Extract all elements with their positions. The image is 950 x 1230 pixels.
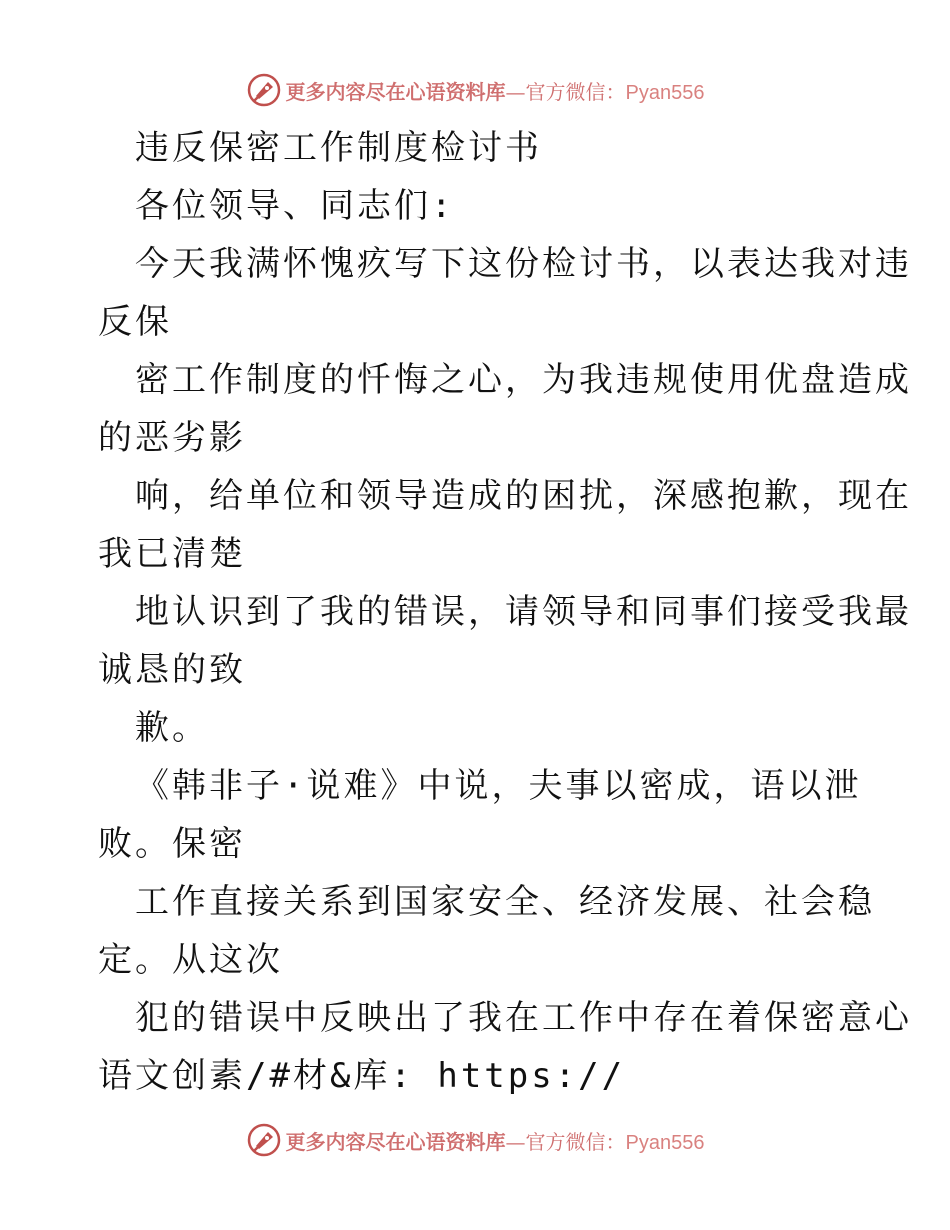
greeting: 各位领导、同志们:: [135, 186, 455, 226]
watermark-banner-top: [0, 70, 950, 110]
body-line: 诚恳的致: [98, 650, 246, 690]
body-line: 密工作制度的忏悔之心，为我违规使用优盘造成: [135, 360, 912, 400]
pen-nib-logo-icon: [246, 72, 282, 108]
body-line: 的恶劣影: [98, 418, 246, 458]
body-line: 地认识到了我的错误，请领导和同事们接受我最: [135, 592, 912, 632]
body-line: 语文创素/#材&库: https://: [98, 1056, 626, 1096]
body-line: 工作直接关系到国家安全、经济发展、社会稳: [135, 882, 875, 922]
body-line: 败。保密: [98, 824, 246, 864]
body-line: 歉。: [135, 708, 209, 748]
body-line: 《韩非子·说难》中说，夫事以密成，语以泄: [135, 766, 862, 806]
body-line: 定。从这次: [98, 940, 283, 980]
watermark-text: 更多内容尽在心语资料库—官方微信：Pyan556: [285, 1129, 705, 1154]
watermark-banner-bottom: [0, 1120, 950, 1160]
watermark-text: 更多内容尽在心语资料库—官方微信：Pyan556: [285, 79, 705, 104]
body-line: 我已清楚: [98, 534, 246, 574]
body-line: 反保: [98, 302, 172, 342]
body-line: 响，给单位和领导造成的困扰，深感抱歉，现在: [135, 476, 912, 516]
body-line: 今天我满怀愧疚写下这份检讨书，以表达我对违: [135, 244, 912, 284]
document-title: 违反保密工作制度检讨书: [135, 128, 542, 168]
body-line: 犯的错误中反映出了我在工作中存在着保密意心: [135, 998, 912, 1038]
pen-nib-logo-icon: [246, 1122, 282, 1158]
